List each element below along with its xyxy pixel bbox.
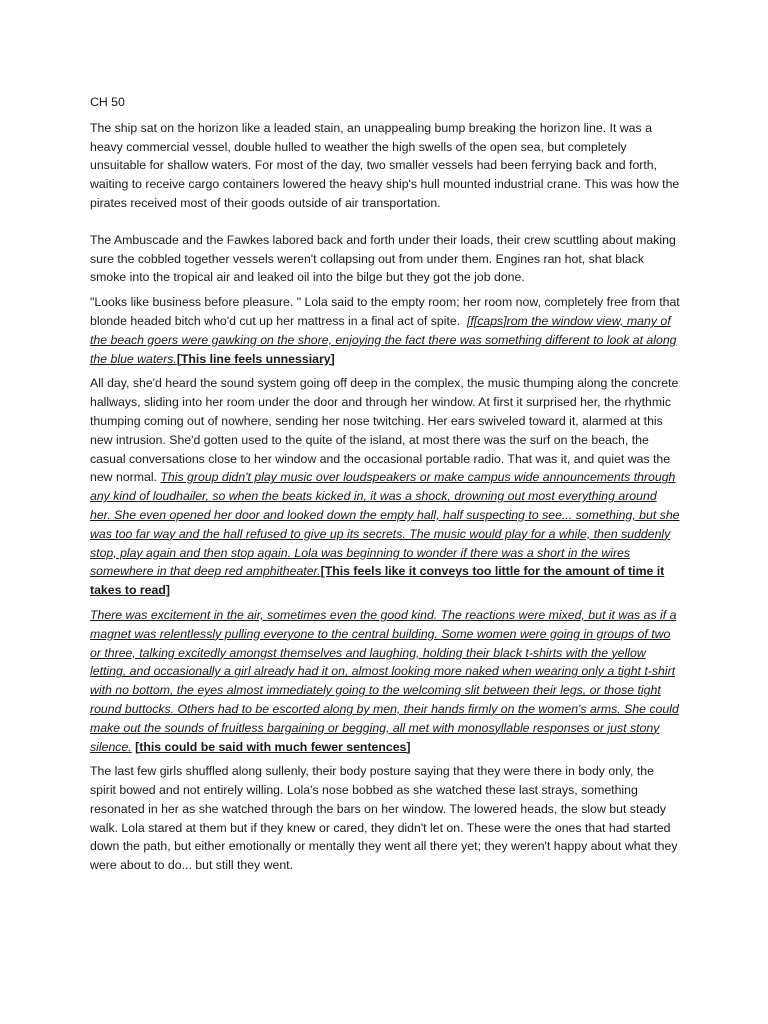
editor-comment: [this could be said with much fewer sentences] xyxy=(135,739,411,754)
paragraph-text: The last few girls shuffled along sullenly, their body posture saying that they were there in body only, the spirit bowed and not entirely willing. Lola's nose bobbed as she watched these last strays, something resonated in her as she watched through the bars on her window. The lowered heads, the slow but steady walk. Lola stared at them but if they knew or cared, they didn't let on. These were the ones that had started down the path, but either emotionally or mentally they went all there yet; they weren't happy about what they were about to do... but still they went. xyxy=(90,764,678,873)
paragraph-text: The ship sat on the horizon like a leaded stain, an unappealing bump breaking the horizon line. It was a heavy commercial vessel, double hulled to weather the high swells of the open sea, but completely unsuitable for shallow waters. For most of the day, two smaller vessels had been ferrying back and forth, waiting to receive cargo containers lowered the heavy ship's hull mounted industrial crane. This was how the pirates received most of their goods outside of air transportation. xyxy=(90,120,680,210)
manuscript-page xyxy=(90,93,680,875)
paragraph-excitement xyxy=(90,606,680,756)
paragraph-last-girls xyxy=(90,762,680,875)
edit-suggestion: [f[caps]rom the window view, many of the beach goers were gawking on the shore, enjoying the fact there was something different to look at along the blue waters. xyxy=(90,313,677,366)
paragraph-sound-system xyxy=(90,374,680,600)
paragraph-text: All day, she'd heard the sound system going off deep in the complex, the music thumping along the concrete hallways, sliding into her room under the door and through her window. At first it surprised her, the rhythmic thumping coming out of nowhere, sending her nose twitching. Her ears swiveled toward it, alarmed at this new intrusion. She'd gotten used to the quite of the island, at most there was the surf on the beach, the casual conversations close to her window and the occasional portable radio. That was it, and quiet was the new normal. xyxy=(90,376,679,485)
edit-suggestion: This group didn't play music over loudspeakers or make campus wide announcements through any kind of loudhailer, so when the beats kicked in, it was a shock, drowning out most everything around her. She even opened her door and looked down the empty hall, half suspecting to see... something, but she was too far way and the hall refused to give up its secrets. The music would play for a while, then suddenly stop, play again and then stop again. Lola was beginning to wonder if there was a short in the wires somewhere in that deep red amphitheater. xyxy=(90,470,680,579)
paragraph-lola-room xyxy=(90,293,680,368)
paragraph-text: The Ambuscade and the Fawkes labored back and forth under their loads, their crew scuttling about making sure the cobbled together vessels weren't collapsing out from under them. Engines ran hot, shat black smoke into the tropical air and leaked oil into the bilge but they got the job done. xyxy=(90,232,676,285)
edit-suggestion: There was excitement in the air, sometimes even the good kind. The reactions were mixed, but it was as if a magnet was relentlessly pulling everyone to the central building. Some women were going in groups of two or three, talking excitedly amongst themselves and laughing, holding their black t-shirts with the yellow letting, and occasionally a girl already had it on, almost looking more naked when wearing only a tight t-shirt with no bottom, the eyes almost immediately going to the welcoming slit between their legs, or those tight round buttocks. Others had to be escorted along by men, their hands firmly on the women's arms. She could make out the sounds of fruitless bargaining or begging, all met with monosyllable responses or just stony silence. xyxy=(90,607,679,754)
editor-comment: [This line feels unnessiary] xyxy=(176,351,335,366)
chapter-heading: CH 50 xyxy=(90,95,125,109)
paragraph-text: "Looks like business before pleasure. " Lola said to the empty room; her room now, completely free from that blonde headed bitch who'd cut up her mattress in a final act of spite. xyxy=(90,295,680,328)
editor-comment: [This feels like it conveys too little for the amount of time it takes to read] xyxy=(90,564,665,598)
paragraph-ship xyxy=(90,119,680,213)
paragraph-ambuscade xyxy=(90,231,680,287)
